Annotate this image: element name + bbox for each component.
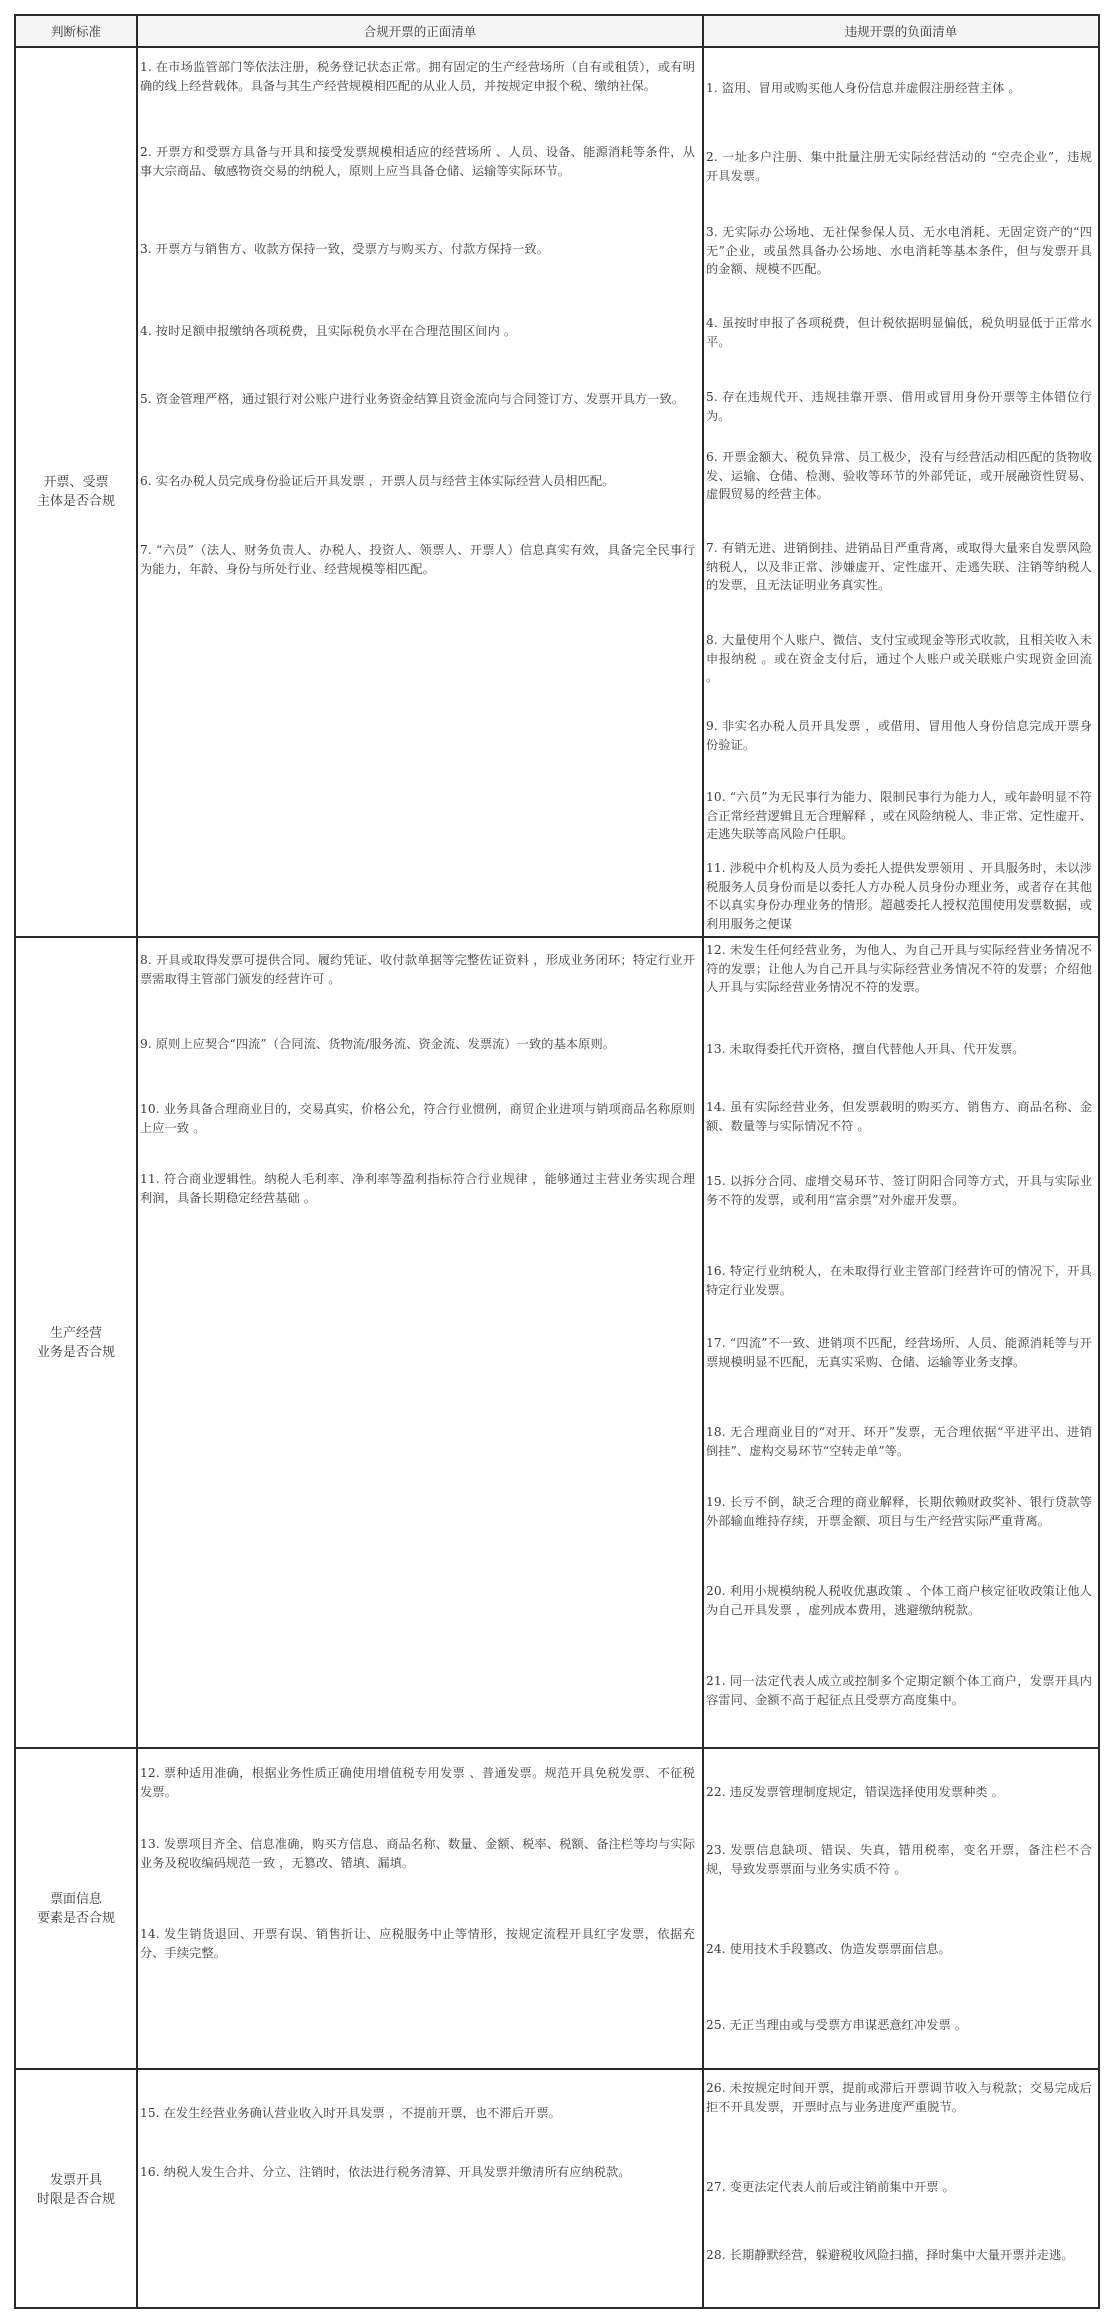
positive-item-7: 7. “六员”（法人、财务负责人、办税人、投资人、领票人、开票人）信息真实有效，具备完全民事行为能力，年龄、身份与所处行业、经营规模等相匹配。 (140, 543, 695, 576)
negative-item-12: 12. 未发生任何经营业务，为他人、为自己开具与实际经营业务情况不符的发票；让他人为自己开具与实际经营业务情况不符的发票；介绍他人开具与实际经营业务情况不符的发票。 (706, 943, 1092, 994)
positive-item-13: 13. 发票项目齐全、信息准确，购买方信息、商品名称、数量、金额、税率、税额、备注栏等均与实际业务及税收编码规范一致 ，无篡改、错填、漏填。 (140, 1837, 695, 1870)
negative-item-1: 1. 盗用、冒用或购买他人身份信息并虚假注册经营主体 。 (706, 81, 1021, 95)
negative-item-26: 26. 未按规定时间开票，提前或滞后开票调节收入与税款；交易完成后拒不开具发票，开票时点与业务进度严重脱节。 (706, 2081, 1092, 2114)
negative-item-4: 4. 虽按时申报了各项税费，但计税依据明显偏低，税负明显低于正常水平。 (706, 316, 1092, 349)
negative-item-6: 6. 开票金额大、税负异常、员工极少，没有与经营活动相匹配的货物收发、运输、仓储、检测、验收等环节的外部凭证，或开展融资性贸易、虚假贸易的经营主体。 (706, 450, 1092, 501)
positive-item-10: 10. 业务具备合理商业目的，交易真实，价格公允，符合行业惯例，商贸企业进项与销项商品名称原则上应一致 。 (140, 1102, 695, 1135)
negative-item-27: 27. 变更法定代表人前后或注销前集中开票 。 (706, 2180, 955, 2194)
header-negative-text: 违规开票的负面清单 (844, 24, 958, 39)
negative-item-9: 9. 非实名办税人员开具发票 ，或借用、冒用他人身份信息完成开票身份验证。 (706, 719, 1092, 752)
positive-item-2: 2. 开票方和受票方具备与开具和接受发票规模相适应的经营场所 、人员、设备、能源消耗等条件，从事大宗商品、敏感物资交易的纳税人，原则上应当具备仓储、运输等实际环节。 (140, 145, 695, 178)
negative-item-3: 3. 无实际办公场地、无社保参保人员、无水电消耗、无固定资产的“四无”企业，或虽然具备办公场地、水电消耗等基本条件，但与发票开具的金额、规模不匹配。 (706, 225, 1092, 276)
negative-item-22: 22. 违反发票管理制度规定，错误选择使用发票种类 。 (706, 1785, 1004, 1799)
positive-item-9: 9. 原则上应契合“四流”（合同流、货物流/服务流、资金流、发票流）一致的基本原则。 (140, 1037, 616, 1051)
header-positive (138, 16, 702, 46)
negative-item-24: 24. 使用技术手段篡改、伪造发票票面信息。 (706, 1942, 951, 1956)
negative-item-2: 2. 一址多户注册、集中批量注册无实际经营活动的 “空壳企业”，违规开具发票。 (706, 150, 1092, 183)
criteria-invoice-info: 票面信息 要素是否合规 (36, 1891, 115, 1926)
negative-item-16: 16. 特定行业纳税人，在未取得行业主管部门经营许可的情况下，开具特定行业发票。 (706, 1264, 1092, 1297)
positive-item-16: 16. 纳税人发生合并、分立、注销时，依法进行税务清算、开具发票并缴清所有应纳税款。 (140, 2165, 631, 2179)
criteria-timing: 发票开具 时限是否合规 (36, 2172, 115, 2207)
header-criteria-text: 判断标准 (50, 24, 101, 39)
header-criteria (16, 16, 136, 46)
row-divider (16, 936, 1098, 938)
negative-item-17: 17. “四流”不一致、进销项不匹配，经营场所、人员、能源消耗等与开票规模明显不匹配，无真实采购、仓储、运输等业务支撑。 (706, 1336, 1092, 1369)
positive-item-4: 4. 按时足额申报缴纳各项税费，且实际税负水平在合理范围区间内 。 (140, 324, 517, 338)
criteria-business: 生产经营 业务是否合规 (36, 1325, 115, 1360)
negative-item-7: 7. 有销无进、进销倒挂、进销品目严重背离，或取得大量来自发票风险纳税人，以及非正常、涉嫌虚开、定性虚开、走逃失联、注销等纳税人的发票，且无法证明业务真实性。 (706, 541, 1092, 592)
negative-item-15: 15. 以拆分合同、虚增交易环节、签订阴阳合同等方式，开具与实际业务不符的发票，或利用“富余票”对外虚开发票。 (706, 1174, 1092, 1207)
column-divider (136, 16, 138, 2307)
row-divider (16, 2068, 1098, 2070)
header-negative (704, 16, 1098, 46)
column-divider (702, 16, 704, 2307)
negative-item-10: 10. “六员”为无民事行为能力、限制民事行为能力人，或年龄明显不符合正常经营逻辑且无合理解释 ，或在风险纳税人、非正常、定性虚开、走逃失联等高风险户任职。 (706, 790, 1092, 841)
negative-item-18: 18. 无合理商业目的“对开、环开”发票，无合理依据“平进平出、进销倒挂”、虚构交易环节“空转走单”等。 (706, 1425, 1092, 1458)
negative-item-25: 25. 无正当理由或与受票方串谋恶意红冲发票 。 (706, 2018, 968, 2032)
positive-item-15: 15. 在发生经营业务确认营业收入时开具发票 ，不提前开票，也不滞后开票。 (140, 2106, 561, 2120)
negative-item-5: 5. 存在违规代开、违规挂靠开票、借用或冒用身份开票等主体错位行为。 (706, 390, 1092, 423)
positive-item-5: 5. 资金管理严格，通过银行对公账户进行业务资金结算且资金流向与合同签订方、发票开具方一致。 (140, 392, 685, 406)
compliance-checklist-table (14, 14, 1100, 2309)
positive-item-1: 1. 在市场监管部门等依法注册，税务登记状态正常。拥有固定的生产经营场所（自有或租赁），或有明确的线上经营载体。具备与其生产经营规模相匹配的从业人员，并按规定申报个税、缴纳社保。 (140, 60, 695, 93)
positive-item-3: 3. 开票方与销售方、收款方保持一致，受票方与购买方、付款方保持一致。 (140, 242, 550, 256)
negative-item-11: 11. 涉税中介机构及人员为委托人提供发票领用 、开具服务时，未以涉税服务人员身份而是以委托人方办税人员身份办理业务，或者存在其他不以真实身份办理业务的情形。超越委托人授权范围使用发票数据，或利用服务之便谋 (706, 861, 1092, 931)
negative-item-20: 20. 利用小规模纳税人税收优惠政策 、个体工商户核定征收政策让他人为自己开具发票 ，虚列成本费用，逃避缴纳税款。 (706, 1584, 1092, 1617)
negative-item-13: 13. 未取得委托代开资格，擅自代替他人开具、代开发票。 (706, 1042, 1025, 1056)
negative-item-21: 21. 同一法定代表人成立或控制多个定期定额个体工商户，发票开具内容雷同、金额不高于起征点且受票方高度集中。 (706, 1674, 1092, 1707)
header-positive-text: 合规开票的正面清单 (363, 24, 477, 39)
criteria-subject: 开票、受票 主体是否合规 (36, 475, 115, 509)
negative-item-23: 23. 发票信息缺项、错误、失真，错用税率，变名开票，备注栏不合规，导致发票票面与业务实质不符 。 (706, 1843, 1092, 1876)
negative-item-8: 8. 大量使用个人账户、微信、支付宝或现金等形式收款，且相关收入未申报纳税 。或在资金支付后，通过个人账户或关联账户实现资金回流 。 (706, 633, 1092, 684)
negative-item-19: 19. 长亏不倒，缺乏合理的商业解释，长期依赖财政奖补、银行贷款等外部输血维持存续，开票金额、项目与生产经营实际严重背离。 (706, 1495, 1092, 1528)
positive-item-6: 6. 实名办税人员完成身份验证后开具发票 ，开票人员与经营主体实际经营人员相匹配。 (140, 474, 615, 488)
negative-item-28: 28. 长期静默经营，躲避税收风险扫描，择时集中大量开票并走逃。 (706, 2248, 1074, 2262)
positive-item-11: 11. 符合商业逻辑性。纳税人毛利率、净利率等盈利指标符合行业规律 ，能够通过主营业务实现合理利润，具备长期稳定经营基础 。 (140, 1172, 695, 1205)
positive-item-14: 14. 发生销货退回、开票有误、销售折让、应税服务中止等情形，按规定流程开具红字发票，依据充分、手续完整。 (140, 1927, 695, 1960)
row-divider (16, 1747, 1098, 1749)
positive-item-12: 12. 票种适用准确，根据业务性质正确使用增值税专用发票 、普通发票。规范开具免税发票、不征税发票。 (140, 1766, 695, 1799)
row-divider (16, 46, 1098, 48)
negative-item-14: 14. 虽有实际经营业务，但发票载明的购买方、销售方、商品名称、金额、数量等与实际情况不符 。 (706, 1100, 1092, 1133)
positive-item-8: 8. 开具或取得发票可提供合同、履约凭证、收付款单据等完整佐证资料 ，形成业务闭环；特定行业开票需取得主管部门颁发的经营许可 。 (140, 953, 695, 986)
